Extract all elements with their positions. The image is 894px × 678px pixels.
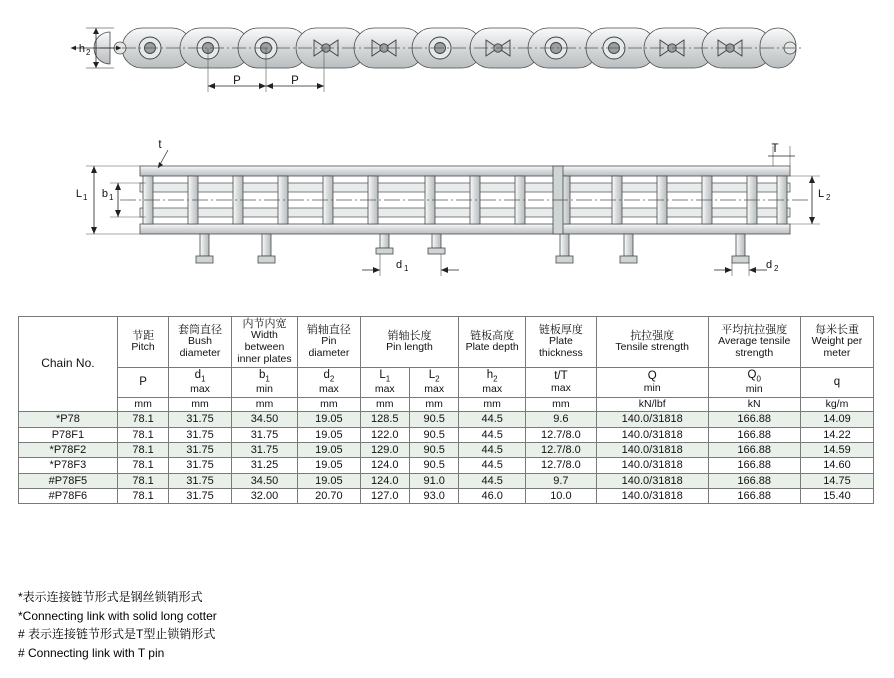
cell-weight-per-meter: 14.22 bbox=[800, 427, 873, 442]
unit-weight-per-meter: kg/m bbox=[800, 397, 873, 412]
unit-pin-length-l2: mm bbox=[409, 397, 458, 412]
unit-plate-depth: mm bbox=[459, 397, 526, 412]
footnote-2: *Connecting link with solid long cotter bbox=[18, 608, 217, 623]
cell-pin-length-l1: 122.0 bbox=[360, 427, 409, 442]
cell-inner-width: 31.25 bbox=[231, 458, 298, 473]
symbol-inner-width-text: b bbox=[259, 368, 266, 381]
svg-text:L: L bbox=[75, 188, 82, 200]
header-bush-diameter-cn: 套筒直径 bbox=[178, 323, 222, 336]
cell-tensile-strength: 140.0/31818 bbox=[596, 427, 708, 442]
header-pin-diameter-en: Pin diameter bbox=[308, 335, 350, 359]
cell-bush-diameter: 31.75 bbox=[169, 442, 231, 457]
header-tensile-strength-cn: 抗拉强度 bbox=[630, 329, 675, 342]
cell-bush-diameter: 31.75 bbox=[169, 488, 231, 503]
cell-inner-width: 34.50 bbox=[231, 412, 298, 427]
cell-bush-diameter: 31.75 bbox=[169, 427, 231, 442]
table-row bbox=[19, 442, 874, 457]
symbol-pin-length-l2-qual: max bbox=[424, 382, 445, 395]
symbol-pin-diameter bbox=[298, 367, 360, 397]
symbol-pin-length-l1-qual: max bbox=[374, 382, 395, 395]
header-pitch-en: Pitch bbox=[131, 341, 155, 354]
symbol-weight-per-meter bbox=[800, 367, 873, 397]
cell-inner-width: 32.00 bbox=[231, 488, 298, 503]
svg-text:2: 2 bbox=[774, 264, 779, 273]
header-avg-tensile-strength-en: Average tensile strength bbox=[718, 335, 791, 359]
cell-chain-no: *P78F3 bbox=[19, 458, 118, 473]
header-plate-depth bbox=[459, 317, 526, 368]
symbol-plate-depth-qual: max bbox=[482, 382, 503, 395]
header-pin-diameter bbox=[298, 317, 360, 368]
cell-chain-no: *P78 bbox=[19, 412, 118, 427]
header-pitch-cn: 节距 bbox=[132, 329, 155, 342]
header-inner-width-en: Width between inner plates bbox=[237, 329, 292, 365]
chain-technical-drawings bbox=[0, 0, 894, 300]
symbol-avg-tensile-strength-sub: 0 bbox=[756, 373, 761, 383]
header-plate-thickness-cn: 链板厚度 bbox=[538, 323, 583, 336]
symbol-weight-per-meter-text: q bbox=[833, 375, 841, 388]
symbol-avg-tensile-strength-qual: min bbox=[745, 382, 763, 395]
symbol-pin-length-l2-text: L bbox=[428, 368, 436, 381]
cell-weight-per-meter: 14.75 bbox=[800, 473, 873, 488]
header-plate-thickness-en: Plate thickness bbox=[539, 335, 583, 359]
cell-pin-length-l2: 90.5 bbox=[409, 442, 458, 457]
cell-avg-tensile-strength: 166.88 bbox=[708, 473, 800, 488]
cell-pitch: 78.1 bbox=[117, 442, 169, 457]
svg-text:P: P bbox=[291, 75, 299, 87]
specification-table bbox=[18, 316, 874, 504]
unit-pin-length-l1: mm bbox=[360, 397, 409, 412]
symbol-avg-tensile-strength-text: Q bbox=[747, 368, 757, 381]
svg-text:d: d bbox=[396, 259, 403, 271]
cell-plate-thickness: 10.0 bbox=[525, 488, 596, 503]
table-row bbox=[19, 488, 874, 503]
header-inner-width bbox=[231, 317, 298, 368]
symbol-pin-length-l1-text: L bbox=[379, 368, 386, 381]
symbol-pin-diameter-text: d bbox=[323, 368, 330, 381]
svg-text:1: 1 bbox=[109, 193, 114, 202]
header-tensile-strength bbox=[596, 317, 708, 368]
cell-weight-per-meter: 14.09 bbox=[800, 412, 873, 427]
footnotes bbox=[18, 588, 618, 662]
cell-plate-thickness: 12.7/8.0 bbox=[525, 442, 596, 457]
symbol-pin-length-l2-sub: 2 bbox=[435, 373, 440, 383]
table-header-row-symbols bbox=[19, 367, 874, 397]
header-pin-length bbox=[360, 317, 459, 368]
cell-pin-length-l2: 93.0 bbox=[409, 488, 458, 503]
svg-text:h: h bbox=[78, 43, 85, 55]
header-tensile-strength-en: Tensile strength bbox=[615, 341, 689, 354]
cell-pitch: 78.1 bbox=[117, 458, 169, 473]
cell-plate-depth: 44.5 bbox=[459, 412, 526, 427]
header-weight-per-meter-cn: 每米长重 bbox=[814, 323, 859, 336]
header-chain-no: Chain No. bbox=[19, 317, 118, 412]
cell-plate-depth: 46.0 bbox=[459, 488, 526, 503]
symbol-avg-tensile-strength bbox=[708, 367, 800, 397]
cell-plate-depth: 44.5 bbox=[459, 473, 526, 488]
cell-avg-tensile-strength: 166.88 bbox=[708, 458, 800, 473]
cell-pin-length-l1: 128.5 bbox=[360, 412, 409, 427]
cell-plate-thickness: 12.7/8.0 bbox=[525, 458, 596, 473]
header-avg-tensile-strength bbox=[708, 317, 800, 368]
cell-tensile-strength: 140.0/31818 bbox=[596, 458, 708, 473]
cell-pin-diameter: 19.05 bbox=[298, 458, 360, 473]
footnote-1: *表示连接链节形式是钢丝锁销形式 bbox=[18, 590, 203, 604]
svg-text:1: 1 bbox=[404, 264, 409, 273]
cell-pitch: 78.1 bbox=[117, 427, 169, 442]
cell-weight-per-meter: 15.40 bbox=[800, 488, 873, 503]
cell-pin-length-l2: 91.0 bbox=[409, 473, 458, 488]
cell-pin-length-l1: 129.0 bbox=[360, 442, 409, 457]
header-pin-length-cn: 销轴长度 bbox=[387, 329, 432, 342]
side-view-drawing bbox=[76, 139, 831, 276]
cell-pitch: 78.1 bbox=[117, 412, 169, 427]
symbol-bush-diameter bbox=[169, 367, 231, 397]
cell-pin-length-l2: 90.5 bbox=[409, 427, 458, 442]
cell-pin-length-l1: 124.0 bbox=[360, 473, 409, 488]
table-row bbox=[19, 412, 874, 427]
symbol-bush-diameter-qual: max bbox=[190, 382, 210, 395]
header-pitch bbox=[117, 317, 169, 368]
table-header-row-names bbox=[19, 317, 874, 368]
cell-plate-thickness: 9.6 bbox=[525, 412, 596, 427]
cell-plate-depth: 44.5 bbox=[459, 458, 526, 473]
svg-text:t: t bbox=[158, 139, 162, 151]
cell-bush-diameter: 31.75 bbox=[169, 458, 231, 473]
symbol-pin-length-l1-sub: 1 bbox=[385, 373, 391, 383]
header-plate-thickness bbox=[525, 317, 596, 368]
cell-chain-no: #P78F6 bbox=[19, 488, 118, 503]
symbol-pitch-text: P bbox=[139, 375, 147, 388]
cell-pin-diameter: 19.05 bbox=[298, 473, 360, 488]
header-weight-per-meter bbox=[800, 317, 873, 368]
unit-bush-diameter: mm bbox=[169, 397, 231, 412]
cell-weight-per-meter: 14.60 bbox=[800, 458, 873, 473]
symbol-pin-length-l1 bbox=[360, 367, 409, 397]
cell-plate-depth: 44.5 bbox=[459, 442, 526, 457]
svg-text:2: 2 bbox=[86, 48, 91, 57]
symbol-bush-diameter-text: d bbox=[194, 368, 201, 381]
header-pin-diameter-cn: 销轴直径 bbox=[306, 323, 351, 336]
cell-inner-width: 31.75 bbox=[231, 427, 298, 442]
symbol-plate-thickness-qual: max bbox=[550, 381, 571, 394]
symbol-plate-depth-sub: 2 bbox=[493, 373, 498, 383]
cell-avg-tensile-strength: 166.88 bbox=[708, 488, 800, 503]
unit-pin-diameter: mm bbox=[298, 397, 360, 412]
cell-pitch: 78.1 bbox=[117, 473, 169, 488]
footnote-3: # 表示连接链节形式是T型止锁销形式 bbox=[18, 627, 216, 642]
cell-chain-no: P78F1 bbox=[19, 427, 118, 442]
header-plate-depth-en: Plate depth bbox=[465, 341, 519, 354]
header-bush-diameter-en: Bush diameter bbox=[179, 335, 221, 359]
symbol-plate-thickness-text: t/T bbox=[554, 369, 568, 382]
table-row bbox=[19, 473, 874, 488]
svg-text:L: L bbox=[818, 188, 825, 200]
cell-avg-tensile-strength: 166.88 bbox=[708, 427, 800, 442]
cell-plate-depth: 44.5 bbox=[459, 427, 526, 442]
svg-text:T: T bbox=[771, 143, 779, 155]
unit-pitch: mm bbox=[117, 397, 169, 412]
cell-bush-diameter: 31.75 bbox=[169, 473, 231, 488]
symbol-inner-width-qual: min bbox=[255, 382, 273, 395]
cell-pin-length-l1: 124.0 bbox=[360, 458, 409, 473]
cell-inner-width: 34.50 bbox=[231, 473, 298, 488]
svg-text:b: b bbox=[101, 188, 108, 200]
symbol-tensile-strength-text: Q bbox=[647, 369, 657, 382]
table-row bbox=[19, 427, 874, 442]
cell-pin-length-l2: 90.5 bbox=[409, 458, 458, 473]
cell-tensile-strength: 140.0/31818 bbox=[596, 473, 708, 488]
header-avg-tensile-strength-cn: 平均抗拉强度 bbox=[721, 323, 788, 336]
cell-tensile-strength: 140.0/31818 bbox=[596, 488, 708, 503]
cell-chain-no: #P78F5 bbox=[19, 473, 118, 488]
cell-pin-length-l1: 127.0 bbox=[360, 488, 409, 503]
cell-pin-diameter: 19.05 bbox=[298, 412, 360, 427]
cell-chain-no: *P78F2 bbox=[19, 442, 118, 457]
cell-pitch: 78.1 bbox=[117, 488, 169, 503]
table-body bbox=[19, 412, 874, 504]
cell-avg-tensile-strength: 166.88 bbox=[708, 412, 800, 427]
header-pin-length-en: Pin length bbox=[386, 341, 433, 354]
svg-text:P: P bbox=[233, 75, 241, 87]
top-view-drawing bbox=[76, 28, 804, 92]
table-row bbox=[19, 458, 874, 473]
header-weight-per-meter-en: Weight per meter bbox=[811, 335, 863, 359]
header-inner-width-cn: 内节内宽 bbox=[242, 318, 287, 330]
svg-text:d: d bbox=[766, 259, 773, 271]
symbol-pin-length-l2 bbox=[409, 367, 458, 397]
cell-tensile-strength: 140.0/31818 bbox=[596, 442, 708, 457]
symbol-pitch bbox=[117, 367, 169, 397]
cell-tensile-strength: 140.0/31818 bbox=[596, 412, 708, 427]
symbol-bush-diameter-sub: 1 bbox=[200, 373, 206, 383]
symbol-plate-depth-text: h bbox=[486, 368, 494, 381]
cell-avg-tensile-strength: 166.88 bbox=[708, 442, 800, 457]
svg-text:1: 1 bbox=[83, 193, 88, 202]
symbol-pin-diameter-qual: max bbox=[318, 382, 339, 395]
cell-weight-per-meter: 14.59 bbox=[800, 442, 873, 457]
unit-avg-tensile-strength: kN bbox=[708, 397, 800, 412]
symbol-inner-width bbox=[231, 367, 298, 397]
symbol-inner-width-sub: 1 bbox=[265, 373, 270, 383]
cell-pin-length-l2: 90.5 bbox=[409, 412, 458, 427]
cell-pin-diameter: 20.70 bbox=[298, 488, 360, 503]
unit-plate-thickness: mm bbox=[525, 397, 596, 412]
symbol-pin-diameter-sub: 2 bbox=[329, 373, 335, 383]
header-plate-depth-cn: 链板高度 bbox=[470, 329, 515, 342]
footnote-4: # Connecting link with T pin bbox=[18, 645, 165, 660]
cell-pin-diameter: 19.05 bbox=[298, 427, 360, 442]
unit-inner-width: mm bbox=[231, 397, 298, 412]
symbol-tensile-strength bbox=[596, 367, 708, 397]
cell-plate-thickness: 9.7 bbox=[525, 473, 596, 488]
header-bush-diameter bbox=[169, 317, 231, 368]
cell-pin-diameter: 19.05 bbox=[298, 442, 360, 457]
specification-table-wrapper bbox=[18, 316, 874, 504]
unit-tensile-strength: kN/lbf bbox=[596, 397, 708, 412]
cell-bush-diameter: 31.75 bbox=[169, 412, 231, 427]
svg-text:2: 2 bbox=[826, 193, 831, 202]
cell-plate-thickness: 12.7/8.0 bbox=[525, 427, 596, 442]
table-header-row-units bbox=[19, 397, 874, 412]
cell-inner-width: 31.75 bbox=[231, 442, 298, 457]
symbol-plate-thickness bbox=[525, 367, 596, 397]
symbol-plate-depth bbox=[459, 367, 526, 397]
symbol-tensile-strength-qual: min bbox=[643, 381, 661, 394]
